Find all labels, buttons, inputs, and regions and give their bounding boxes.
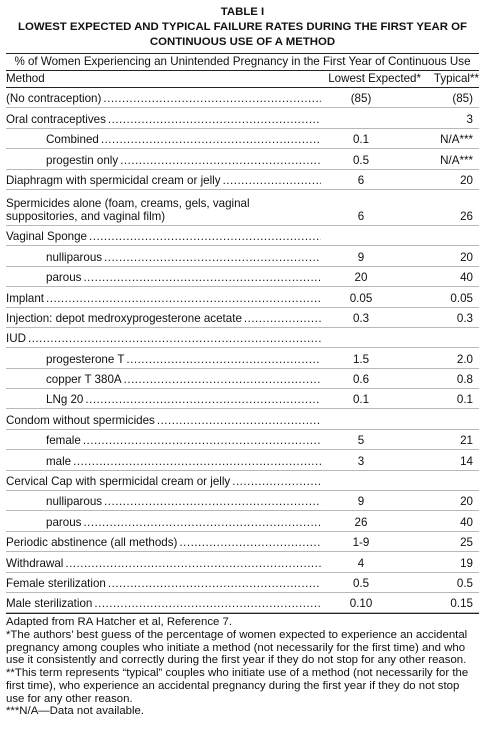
- typical-cell: 20: [460, 250, 473, 264]
- lowest-expected-cell: 9: [357, 250, 365, 264]
- table-row: [6, 190, 479, 226]
- dot-leader: [126, 353, 321, 366]
- method-label: Vaginal Sponge: [6, 230, 88, 244]
- dot-leader: [94, 597, 321, 610]
- lowest-expected-cell: 0.6: [352, 373, 370, 387]
- table-title-line-1: LOWEST EXPECTED AND TYPICAL FAILURE RATES DURING THE FIRST YEAR OF: [18, 21, 467, 33]
- method-cell: [6, 92, 321, 105]
- typical-cell: 14: [460, 454, 473, 468]
- dot-leader: [83, 434, 321, 447]
- table-row: [6, 348, 479, 368]
- method-cell: [6, 353, 321, 366]
- lowest-expected-cell: 4: [357, 556, 365, 570]
- table-row: [6, 287, 479, 307]
- method-cell: [6, 113, 321, 126]
- table-row: [6, 511, 479, 531]
- table-row: [6, 328, 479, 348]
- column-header-row: [6, 71, 479, 88]
- method-cell: [6, 292, 321, 305]
- footnote: *The authors’ best guess of the percentage of women expected to experience an accidental pregnancy among couples who initiate a method (not necessarily for the first time) and who use it consistently and correctly during the first year if they do not stop for any other reason.: [6, 629, 468, 667]
- table-row: [6, 108, 479, 128]
- method-label: Male sterilization: [6, 597, 93, 611]
- table-row: [6, 532, 479, 552]
- typical-cell: 25: [460, 536, 473, 550]
- typical-cell: 21: [460, 434, 473, 448]
- table-row: [6, 369, 479, 389]
- method-label: copper T 380A: [46, 373, 122, 387]
- typical-cell: 0.8: [456, 373, 473, 387]
- lowest-expected-cell: 26: [354, 515, 368, 529]
- dot-leader: [157, 414, 321, 427]
- method-label: Periodic abstinence (all methods): [6, 536, 178, 550]
- dot-leader: [83, 516, 321, 529]
- method-label: progestin only: [46, 153, 119, 167]
- table-row: [6, 430, 479, 450]
- lowest-expected-cell: 0.1: [352, 133, 370, 147]
- typical-cell: 26: [460, 209, 473, 223]
- lowest-expected-cell: 3: [357, 454, 365, 468]
- dot-leader: [244, 312, 321, 325]
- typical-cell: 20: [460, 173, 473, 187]
- dot-leader: [28, 332, 321, 345]
- method-label: parous: [46, 515, 82, 529]
- method-cell: [6, 393, 321, 406]
- dot-leader: [232, 475, 321, 488]
- method-label: Withdrawal: [6, 556, 64, 570]
- lowest-expected-cell: 9: [357, 495, 365, 509]
- method-cell: [6, 373, 321, 386]
- table-title-block: [6, 5, 479, 50]
- method-label: progesterone T: [46, 352, 125, 366]
- lowest-expected-cell: 0.1: [352, 393, 370, 407]
- table-row: [6, 409, 479, 429]
- typical-cell: 19: [460, 556, 473, 570]
- dot-leader: [108, 113, 321, 126]
- method-cell: [6, 597, 321, 610]
- column-header-typical: Typical**: [433, 72, 479, 85]
- footnotes: [6, 613, 479, 718]
- method-cell: [6, 251, 321, 264]
- method-cell: [6, 557, 321, 570]
- typical-cell: 2.0: [456, 352, 473, 366]
- method-cell: [6, 455, 321, 468]
- typical-cell: 0.1: [456, 393, 473, 407]
- table-row: [6, 593, 479, 613]
- table-row: [6, 552, 479, 572]
- table-row: [6, 226, 479, 246]
- table-subheader: % of Women Experiencing an Unintended Pregnancy in the First Year of Continuous Use: [6, 53, 479, 71]
- table-row: [6, 471, 479, 491]
- table-label: TABLE I: [220, 6, 265, 18]
- table-body: [6, 88, 479, 613]
- method-label: (No contraception): [6, 92, 102, 106]
- table-row: [6, 267, 479, 287]
- dot-leader: [104, 495, 321, 508]
- lowest-expected-cell: 1.5: [352, 352, 370, 366]
- table-row: [6, 129, 479, 149]
- dot-leader: [120, 154, 321, 167]
- dot-leader: [124, 373, 321, 386]
- method-label: Implant: [6, 291, 45, 305]
- lowest-expected-cell: 0.10: [349, 597, 373, 611]
- typical-cell: (85): [452, 92, 473, 106]
- method-label: IUD: [6, 332, 26, 346]
- typical-cell: N/A***: [440, 133, 473, 147]
- lowest-expected-cell: 0.3: [352, 311, 370, 325]
- method-cell: [6, 577, 321, 590]
- dot-leader: [85, 393, 321, 406]
- method-cell: [6, 516, 321, 529]
- dot-leader: [65, 557, 321, 570]
- method-cell: [6, 475, 321, 488]
- lowest-expected-cell: 5: [357, 434, 365, 448]
- dot-leader: [104, 251, 321, 264]
- lowest-expected-cell: 6: [357, 209, 365, 223]
- method-cell: [6, 174, 321, 187]
- lowest-expected-cell: 0.5: [352, 153, 370, 167]
- lowest-expected-cell: 0.05: [349, 291, 373, 305]
- dot-leader: [73, 455, 321, 468]
- method-label: LNg 20: [46, 393, 84, 407]
- method-label: Female sterilization: [6, 576, 106, 590]
- lowest-expected-cell: (85): [350, 92, 372, 106]
- typical-cell: 0.15: [450, 597, 473, 611]
- method-cell: [6, 154, 321, 167]
- method-label: parous: [46, 271, 82, 285]
- typical-cell: 40: [460, 515, 473, 529]
- method-cell: [6, 332, 321, 345]
- method-cell: [6, 312, 321, 325]
- dot-leader: [179, 536, 321, 549]
- typical-cell: 0.05: [450, 291, 473, 305]
- typical-cell: 20: [460, 495, 473, 509]
- table-title-line-2: CONTINUOUS USE OF A METHOD: [149, 36, 336, 48]
- method-cell: [6, 536, 321, 549]
- table-row: [6, 246, 479, 266]
- dot-leader: [103, 92, 321, 105]
- footnote: ***N/A—Data not available.: [6, 705, 145, 718]
- dot-leader: [89, 230, 321, 243]
- table-document: [6, 5, 479, 718]
- dot-leader: [101, 133, 321, 146]
- typical-cell: 0.5: [456, 576, 473, 590]
- table-row: [6, 491, 479, 511]
- footnote: Adapted from RA Hatcher et al, Reference 7.: [6, 616, 233, 629]
- method-cell: [6, 434, 321, 447]
- typical-cell: N/A***: [440, 153, 473, 167]
- table-row: [6, 170, 479, 190]
- dot-leader: [46, 292, 321, 305]
- method-cell: [6, 271, 321, 284]
- method-cell: [6, 230, 321, 243]
- table-row: [6, 389, 479, 409]
- method-cell: [6, 197, 321, 223]
- method-label: Injection: depot medroxyprogesterone acetate: [6, 311, 242, 325]
- method-label: Diaphragm with spermicidal cream or jelly: [6, 173, 221, 187]
- lowest-expected-cell: 20: [354, 271, 368, 285]
- footnote: **This term represents “typical” couples who initiate use of a method (not necessarily for the first time), who experience an accidental pregnancy during the first year if they do not stop use for any other reason.: [6, 667, 469, 705]
- table-row: [6, 573, 479, 593]
- typical-cell: 0.3: [456, 311, 473, 325]
- method-label: Combined: [46, 133, 99, 147]
- method-label: Spermicides alone (foam, creams, gels, vaginal suppositories, and vaginal film): [6, 196, 250, 223]
- table-row: [6, 308, 479, 328]
- lowest-expected-cell: 1-9: [352, 536, 370, 550]
- method-label: female: [46, 434, 81, 448]
- method-cell: [6, 495, 321, 508]
- method-label: Condom without spermicides: [6, 413, 155, 427]
- dot-leader: [108, 577, 321, 590]
- dot-leader: [223, 174, 321, 187]
- lowest-expected-cell: 0.5: [352, 576, 370, 590]
- column-header-lowest: Lowest Expected*: [328, 72, 421, 85]
- table-row: [6, 88, 479, 108]
- method-cell: [6, 133, 321, 146]
- method-label: nulliparous: [46, 250, 103, 264]
- method-label: male: [46, 454, 72, 468]
- typical-cell: 40: [460, 271, 473, 285]
- method-cell: [6, 414, 321, 427]
- table-row: [6, 450, 479, 470]
- table-row: [6, 149, 479, 169]
- typical-cell: 3: [466, 112, 473, 126]
- column-header-method: Method: [6, 72, 45, 85]
- lowest-expected-cell: 6: [357, 173, 365, 187]
- method-label: Cervical Cap with spermicidal cream or jelly: [6, 475, 231, 489]
- dot-leader: [83, 271, 321, 284]
- method-label: nulliparous: [46, 495, 103, 509]
- method-label: Oral contraceptives: [6, 112, 106, 126]
